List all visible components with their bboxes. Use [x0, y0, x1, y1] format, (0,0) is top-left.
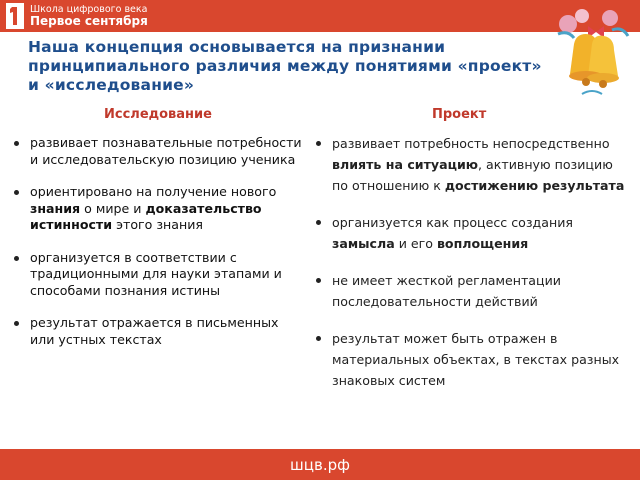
project-item [316, 133, 626, 196]
logo-icon [6, 3, 24, 29]
body-text: о мире и [80, 200, 146, 216]
emphasis-text: замысла [332, 236, 395, 251]
bottom-bar [0, 449, 640, 480]
body-text: , активную позицию по отношению к [332, 157, 613, 193]
emphasis-text: воплощения [436, 236, 529, 251]
body-text: развивает познавательные потребности и исследовательскую позицию ученика [30, 135, 302, 167]
emphasis-text: знания [30, 200, 81, 216]
logo[interactable] [6, 2, 148, 30]
site-link[interactable]: шцв.рф [290, 455, 350, 474]
research-item [14, 250, 304, 300]
project-item [316, 270, 626, 312]
body-text: этого знания [112, 217, 203, 232]
body-text: результат может быть отражен в материальных объектах, в текстах разных знаковых систем [332, 331, 620, 388]
research-heading: Исследование [104, 107, 212, 122]
research-item [14, 135, 304, 168]
emphasis-text: влиять на ситуацию [332, 157, 479, 172]
page-title: Наша концепция основывается на признании принципиального различия между понятиями «проект» и «исследование» [28, 38, 542, 94]
body-text: организуется как процесс создания [332, 215, 573, 230]
project-list [316, 133, 626, 407]
body-text: и его [394, 236, 437, 251]
logo-line-2: Первое сентября [30, 13, 148, 28]
research-list [14, 135, 304, 364]
body-text: результат отражается в письменных или устных текстах [30, 315, 279, 347]
research-item [14, 184, 304, 234]
project-item [316, 328, 626, 391]
research-item [14, 315, 304, 348]
emphasis-text: доказательство истинности [30, 200, 262, 232]
bells-decoration-icon [548, 4, 634, 104]
body-text: ориентировано на получение нового [30, 184, 277, 199]
body-text: организуется в соответствии с традиционными для науки этапами и способами познания истины [30, 249, 282, 298]
body-text: развивает потребность непосредственно [332, 136, 610, 151]
emphasis-text: достижению результата [444, 178, 625, 193]
body-text: не имеет жесткой регламентации последовательности действий [332, 273, 561, 309]
logo-line-1: Школа цифрового века [30, 3, 148, 15]
project-item [316, 212, 626, 254]
top-bar [0, 0, 640, 32]
project-heading: Проект [432, 107, 487, 122]
